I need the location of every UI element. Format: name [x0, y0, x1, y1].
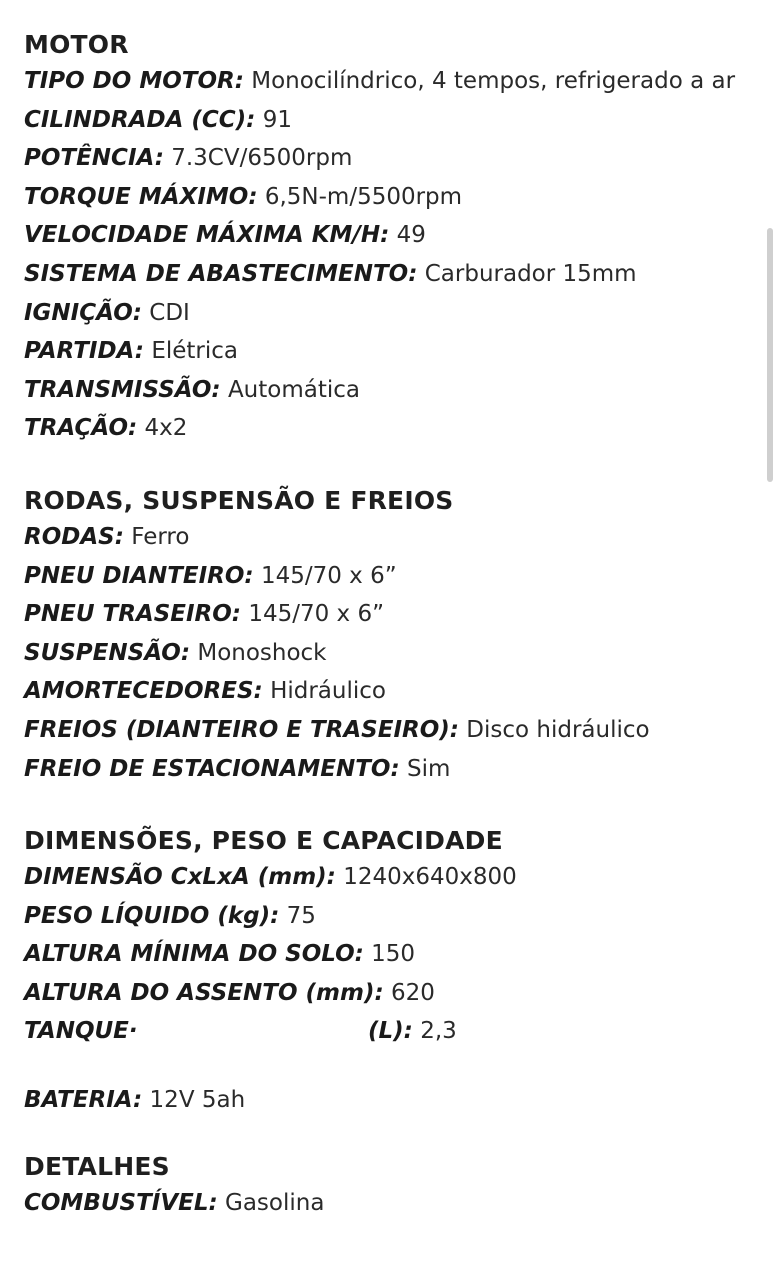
spec-value: 75	[286, 902, 316, 929]
spec-label: PESO LÍQUIDO (kg):	[24, 902, 280, 929]
spec-label: PARTIDA:	[24, 338, 144, 365]
spec-row-dimensao	[24, 858, 754, 897]
spec-label-unit: (L):	[368, 1018, 413, 1045]
spec-value: Carburador 15mm	[424, 260, 637, 287]
section-heading-motor: MOTOR	[24, 30, 129, 59]
scrollbar-thumb[interactable]	[767, 228, 773, 482]
spec-value: Gasolina	[225, 1189, 325, 1216]
spec-value: CDI	[149, 299, 190, 326]
spec-value: 150	[371, 941, 416, 968]
spec-row-suspensao	[24, 634, 754, 673]
spec-label: TRANSMISSÃO:	[24, 376, 221, 403]
spec-value: 6,5N-m/5500rpm	[264, 183, 463, 210]
spec-value: 145/70 x 6”	[248, 601, 385, 628]
spec-row-partida	[24, 332, 754, 371]
spec-row-pneu-traseiro	[24, 595, 754, 634]
spec-value: 145/70 x 6”	[260, 562, 397, 589]
spec-row-pneu-dianteiro	[24, 557, 754, 596]
spec-row-freio-estacionamento	[24, 750, 754, 789]
spec-row-transmissao	[24, 371, 754, 410]
section-heading-rodas: RODAS, SUSPENSÃO E FREIOS	[24, 485, 454, 515]
spec-label: PNEU TRASEIRO:	[24, 601, 241, 628]
spec-value: Ferro	[131, 523, 190, 550]
spec-row-cilindrada	[24, 101, 754, 140]
spec-row-abastecimento	[24, 255, 754, 294]
spec-row-tanque	[24, 1012, 754, 1051]
spec-label: TIPO DO MOTOR:	[24, 68, 244, 94]
spec-label-tanque: TANQUE·	[24, 1018, 138, 1045]
spec-sheet	[24, 28, 754, 1222]
spec-row-altura-solo	[24, 935, 754, 974]
spec-value: 7.3CV/6500rpm	[171, 145, 353, 172]
spec-value: Automática	[227, 376, 360, 403]
spec-label: SUSPENSÃO:	[24, 639, 191, 666]
spec-label: VELOCIDADE MÁXIMA KM/H:	[24, 222, 390, 249]
spec-value: 4x2	[144, 415, 188, 442]
spec-label: POTÊNCIA:	[24, 145, 164, 172]
spec-row-tracao	[24, 409, 754, 448]
spec-label: BATERIA:	[24, 1087, 143, 1114]
spec-row-bateria	[24, 1081, 754, 1120]
spec-value: 91	[262, 106, 292, 133]
spec-row-rodas	[24, 518, 754, 557]
spec-value: 1240x640x800	[343, 864, 517, 891]
spec-label: CILINDRADA (CC):	[24, 106, 256, 133]
spec-label: COMBUSTÍVEL:	[24, 1189, 218, 1216]
spec-value: 620	[390, 979, 435, 1006]
spec-value: Monocilíndrico, 4 tempos, refrigerado a ar	[251, 68, 736, 94]
spec-label: IGNIÇÃO:	[24, 299, 142, 326]
spec-label: ALTURA DO ASSENTO (mm):	[24, 979, 384, 1006]
section-heading-detalhes: DETALHES	[24, 1151, 170, 1181]
spec-row-tipo-motor	[24, 62, 754, 101]
spec-label: SISTEMA DE ABASTECIMENTO:	[24, 260, 418, 287]
section-bateria	[24, 1081, 754, 1120]
spec-value: Sim	[406, 755, 451, 782]
spec-row-combustivel	[24, 1184, 754, 1223]
spec-row-peso-liquido	[24, 897, 754, 936]
spec-value: Disco hidráulico	[466, 716, 650, 743]
spec-label: FREIOS (DIANTEIRO E TRASEIRO):	[24, 716, 459, 743]
spec-row-altura-assento	[24, 974, 754, 1013]
section-rodas-suspensao-freios	[24, 484, 754, 788]
section-heading-dimensoes: DIMENSÕES, PESO E CAPACIDADE	[24, 826, 503, 856]
spec-tanque-value-group	[368, 1012, 457, 1051]
spec-label: PNEU DIANTEIRO:	[24, 562, 254, 589]
spec-label: TORQUE MÁXIMO:	[24, 183, 258, 210]
spec-row-amortecedores	[24, 672, 754, 711]
spec-row-torque	[24, 178, 754, 217]
section-detalhes	[24, 1150, 754, 1223]
spec-row-freios	[24, 711, 754, 750]
section-motor	[24, 28, 754, 448]
spec-value: Elétrica	[151, 338, 238, 365]
spec-label: DIMENSÃO CxLxA (mm):	[24, 864, 336, 891]
spec-value: 2,3	[420, 1018, 457, 1045]
spec-value: 49	[396, 222, 426, 249]
spec-label: ALTURA MÍNIMA DO SOLO:	[24, 941, 364, 968]
spec-value: Monoshock	[197, 639, 327, 666]
spec-label: AMORTECEDORES:	[24, 678, 263, 705]
spec-value: 12V 5ah	[149, 1087, 246, 1114]
spec-row-ignicao	[24, 294, 754, 333]
section-dimensoes-peso-capacidade	[24, 824, 754, 1051]
spec-row-potencia	[24, 139, 754, 178]
spec-row-velocidade	[24, 216, 754, 255]
spec-label: TRAÇÃO:	[24, 415, 138, 442]
spec-value: Hidráulico	[270, 678, 386, 705]
spec-label: RODAS:	[24, 523, 124, 550]
spec-label: FREIO DE ESTACIONAMENTO:	[24, 755, 400, 782]
